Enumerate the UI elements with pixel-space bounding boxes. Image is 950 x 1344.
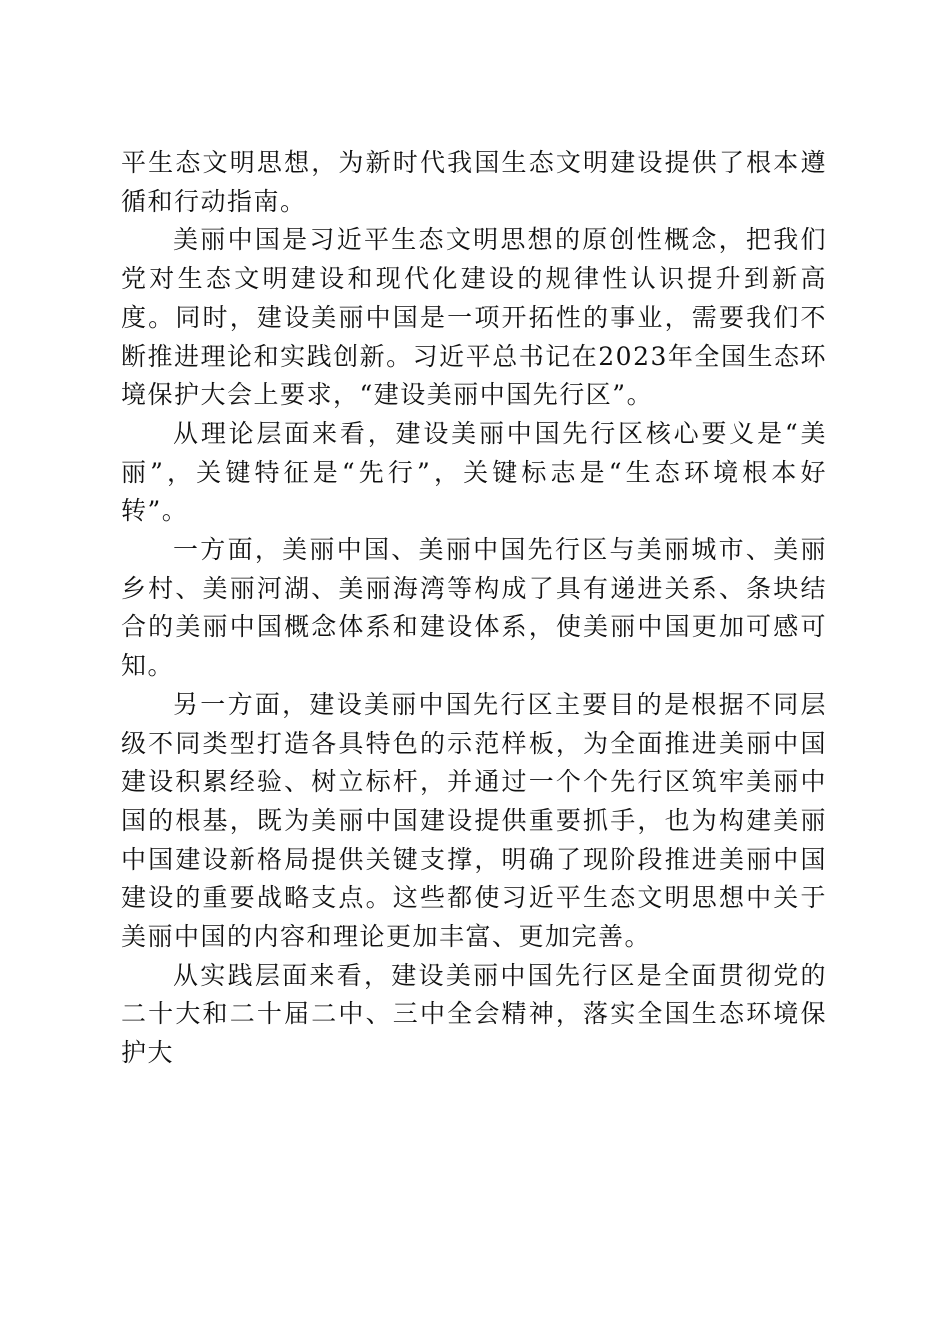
paragraph-2: 美丽中国是习近平生态文明思想的原创性概念，把我们党对生态文明建设和现代化建设的规律性认识提升到新高度。同时，建设美丽中国是一项开拓性的事业，需要我们不断推进理论和实践创新。习近平总书记在2023年全国生态环境保护大会上要求，“建设美丽中国先行区”。: [121, 225, 827, 410]
paragraph-1: 平生态文明思想，为新时代我国生态文明建设提供了根本遵循和行动指南。: [121, 148, 827, 216]
paragraph-6: 从实践层面来看，建设美丽中国先行区是全面贯彻党的二十大和二十届二中、三中全会精神，落实全国生态环境保护大: [121, 960, 827, 1068]
paragraph-5: 另一方面，建设美丽中国先行区主要目的是根据不同层级不同类型打造各具特色的示范样板，为全面推进美丽中国建设积累经验、树立标杆，并通过一个个先行区筑牢美丽中国的根基，既为美丽中国建设提供重要抓手，也为构建美丽中国建设新格局提供关键支撑，明确了现阶段推进美丽中国建设的重要战略支点。这些都使习近平生态文明思想中关于美丽中国的内容和理论更加丰富、更加完善。: [121, 689, 827, 952]
paragraph-4: 一方面，美丽中国、美丽中国先行区与美丽城市、美丽乡村、美丽河湖、美丽海湾等构成了具有递进关系、条块结合的美丽中国概念体系和建设体系，使美丽中国更加可感可知。: [121, 535, 827, 681]
document-body: [121, 144, 827, 1073]
paragraph-3: 从理论层面来看，建设美丽中国先行区核心要义是“美丽”，关键特征是“先行”，关键标志是“生态环境根本好转”。: [121, 418, 827, 526]
